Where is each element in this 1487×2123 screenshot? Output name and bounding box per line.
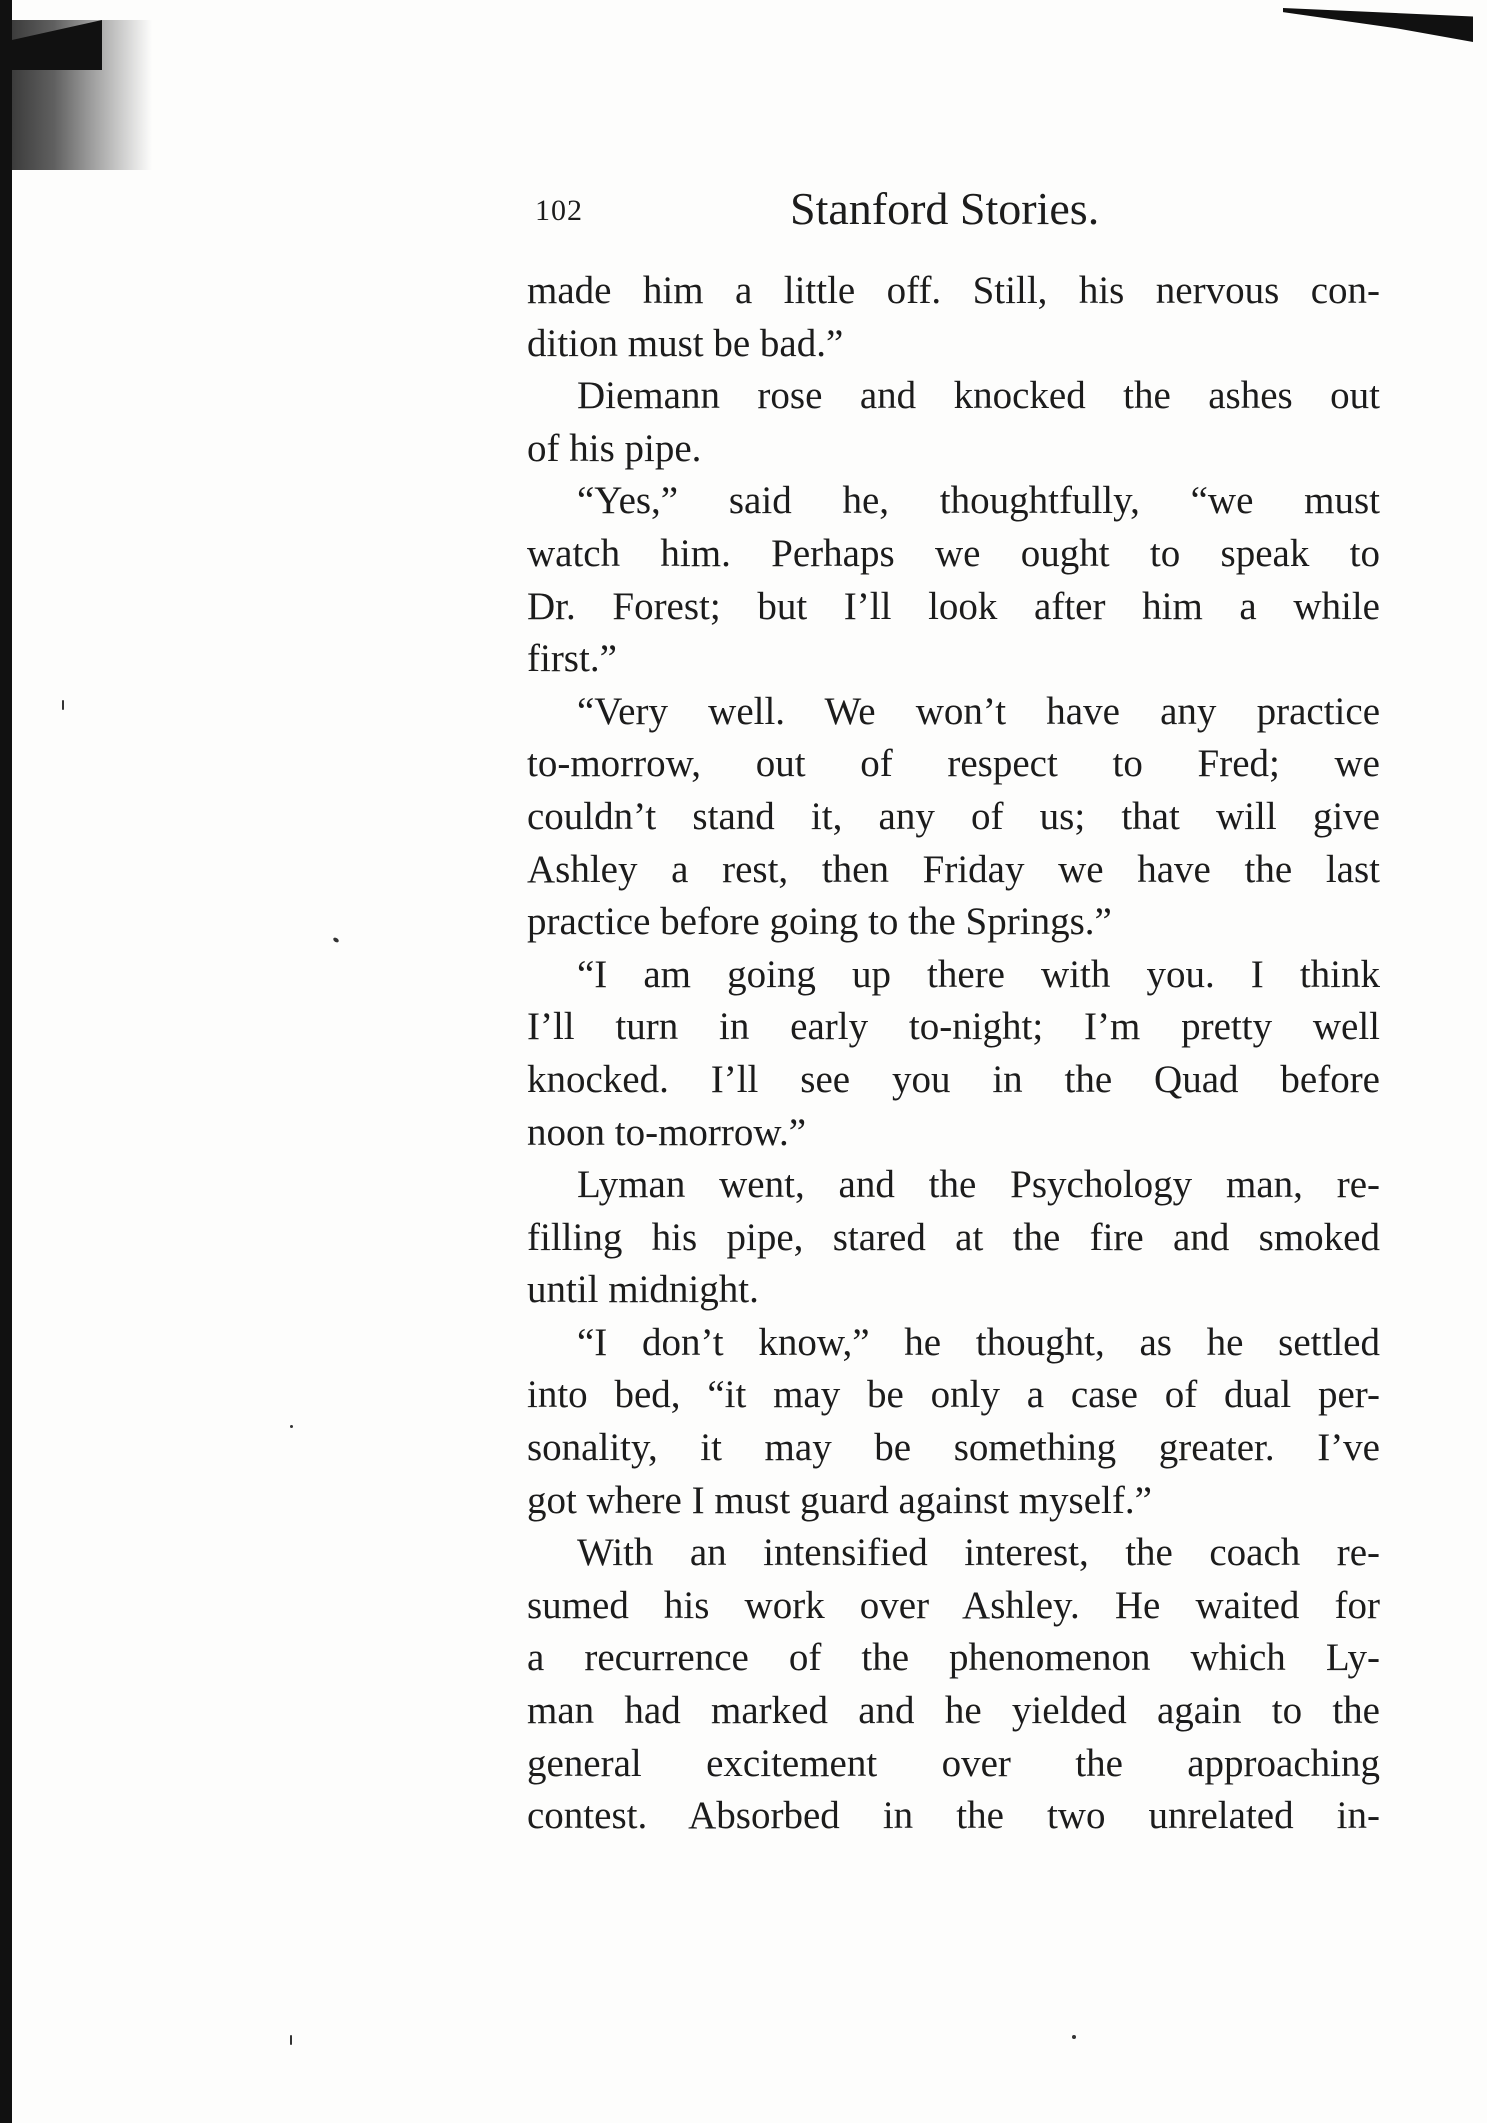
text-line: until midnight. (527, 1268, 759, 1312)
text-line: “I am going up there with you. I think (577, 952, 1380, 996)
text-line: Lyman went, and the Psychology man, re- (577, 1163, 1380, 1207)
page-number: 102 (535, 194, 583, 227)
scan-speck (332, 937, 339, 944)
text-line: Diemann rose and knocked the ashes out (577, 374, 1380, 418)
body-text (527, 265, 1380, 1843)
text-line: to-morrow, out of respect to Fred; we (527, 742, 1380, 786)
text-line: dition must be bad.” (527, 321, 844, 365)
corner-scan-mark (1283, 8, 1473, 42)
text-line: practice before going to the Springs.” (527, 900, 1112, 944)
text-line: couldn’t stand it, any of us; that will give (527, 794, 1380, 838)
text-line: filling his pipe, stared at the fire and smoked (527, 1215, 1380, 1259)
text-line: noon to-morrow.” (527, 1110, 807, 1154)
text-line: man had marked and he yielded again to the (527, 1689, 1380, 1733)
scan-speck (290, 2035, 292, 2045)
text-line: “Very well. We won’t have any practice (577, 689, 1380, 733)
text-line: into bed, “it may be only a case of dual per- (527, 1373, 1380, 1417)
text-line: With an intensified interest, the coach re- (577, 1531, 1380, 1575)
running-title: Stanford Stories. (790, 183, 1100, 234)
text-line: I’ll turn in early to-night; I’m pretty well (527, 1005, 1380, 1049)
text-line: first.” (527, 637, 617, 681)
text-line: contest. Absorbed in the two unrelated in- (527, 1794, 1380, 1838)
page-header (535, 182, 1380, 242)
text-line: sonality, it may be something greater. I’ve (527, 1426, 1380, 1470)
text-line: a recurrence of the phenomenon which Ly- (527, 1636, 1380, 1680)
text-line: knocked. I’ll see you in the Quad before (527, 1057, 1380, 1101)
text-line: of his pipe. (527, 426, 702, 470)
scan-speck (62, 700, 64, 710)
text-line: made him a little off. Still, his nervous con- (527, 269, 1380, 312)
text-line: general excitement over the approaching (527, 1741, 1380, 1785)
scan-speck (1072, 2035, 1076, 2039)
text-line: watch him. Perhaps we ought to speak to (527, 531, 1380, 575)
scan-speck (290, 1425, 293, 1428)
text-line: sumed his work over Ashley. He waited for (527, 1583, 1380, 1627)
text-line: got where I must guard against myself.” (527, 1478, 1152, 1522)
binding-edge (0, 0, 12, 2123)
text-line: Dr. Forest; but I’ll look after him a while (527, 584, 1380, 628)
text-line: “Yes,” said he, thoughtfully, “we must (577, 479, 1380, 523)
text-line: Ashley a rest, then Friday we have the last (527, 847, 1380, 891)
text-line: “I don’t know,” he thought, as he settled (577, 1320, 1380, 1364)
